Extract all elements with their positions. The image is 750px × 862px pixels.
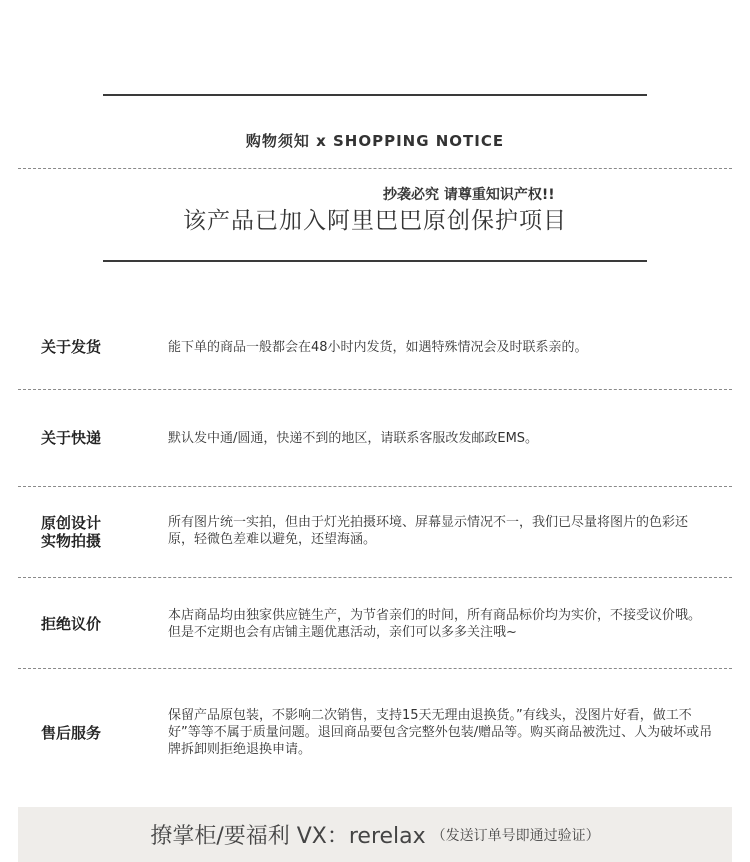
contact-note: （发送订单号即通过验证） <box>431 827 600 844</box>
divider <box>18 389 732 390</box>
protection-headline: 该产品已加入阿里巴巴原创保护项目 <box>183 208 567 234</box>
notice-text-courier: 默认发中通/圆通，快递不到的地区，请联系客服改发邮政EMS。 <box>168 431 539 446</box>
notice-text-after-sales: 保留产品原包装，不影响二次销售，支持15天无理由退换货。”有线头，没图片好看，做工不好”等等不属于质量问题。退回商品要包含完整外包装/赠品等。购买商品被洗过、人为破坏或吊牌拆卸则拒绝退换申请。 <box>168 708 713 757</box>
label-line: 实物拍摄 <box>41 532 102 550</box>
header-bottom-rule <box>103 260 647 262</box>
divider <box>18 577 732 578</box>
contact-banner <box>18 807 732 862</box>
label-line: 原创设计 <box>41 514 102 532</box>
label-line: 关于快递 <box>41 429 102 447</box>
notice-label-shipping <box>41 338 151 356</box>
notice-title: 购物须知 x SHOPPING NOTICE <box>245 132 505 150</box>
top-rule <box>103 94 647 96</box>
notice-text-original-design: 所有图片统一实拍，但由于灯光拍摄环境、屏幕显示情况不一，我们已尽量将图片的色彩还原，轻微色差难以避免，还望海涵。 <box>168 515 689 547</box>
notice-text-shipping: 能下单的商品一般都会在48小时内发货，如遇特殊情况会及时联系亲的。 <box>168 340 588 355</box>
divider <box>18 668 732 669</box>
label-line: 拒绝议价 <box>41 615 102 633</box>
notice-label-after-sales <box>41 724 151 742</box>
divider <box>18 168 732 169</box>
notice-label-original-design <box>41 514 151 550</box>
notice-text-no-bargaining: 本店商品均由独家供应链生产，为节省亲们的时间，所有商品标价均为实价，不接受议价哦。但是不定期也会有店铺主题优惠活动，亲们可以多多关注哦~ <box>168 608 702 640</box>
notice-label-no-bargaining <box>41 615 151 633</box>
copyright-warning: 抄袭必究 请尊重知识产权!! <box>383 187 555 203</box>
label-line: 售后服务 <box>41 724 102 742</box>
contact-wechat: 撩掌柜/要福利 VX：rerelax <box>150 824 426 849</box>
divider <box>18 486 732 487</box>
label-line: 关于发货 <box>41 338 102 356</box>
notice-label-courier <box>41 429 151 447</box>
